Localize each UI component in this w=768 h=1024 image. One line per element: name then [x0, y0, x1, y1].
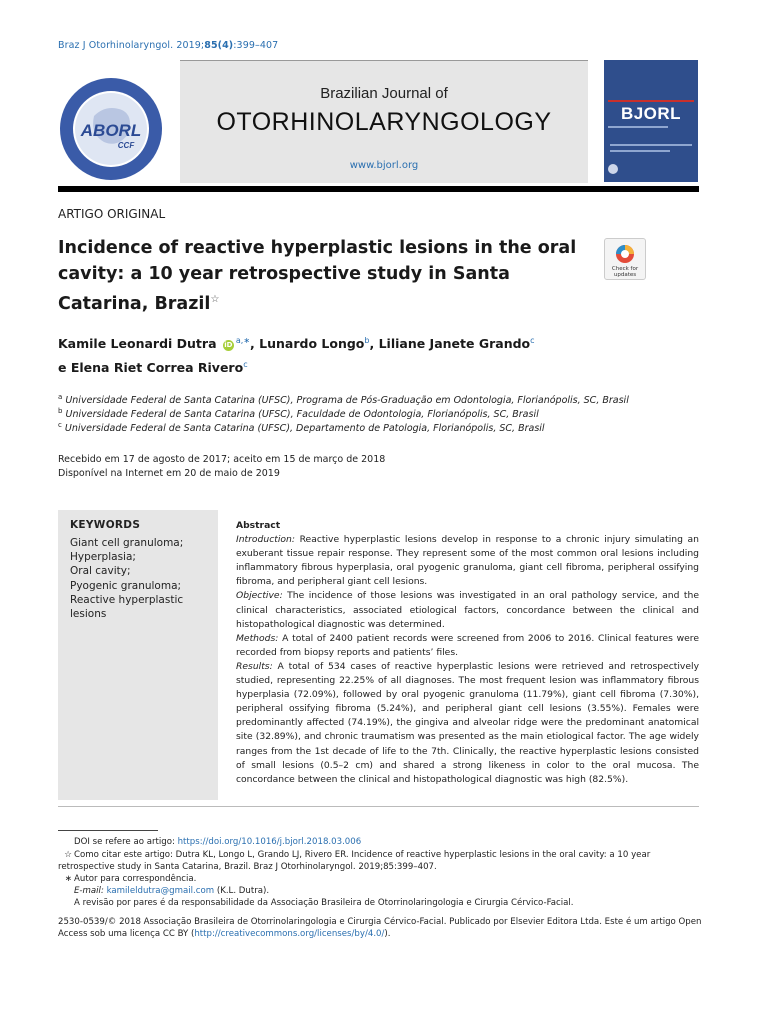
cover-text-line	[610, 150, 670, 152]
keyword-item: Giant cell granuloma;	[70, 537, 184, 549]
email-link[interactable]: kamileldutra@gmail.com	[106, 886, 215, 896]
cover-title: BJORL	[620, 104, 682, 123]
abstract-methods: Methods: A total of 2400 patient records were screened from 2006 to 2016. Clinical features were recorded from biopsy reports and patients’ files.	[236, 632, 700, 658]
affiliation-a: $^a$ Universidade Federal de Santa Catarina (UFSC), Programa de Pós-Graduação em Odontologia, Florianópolis, SC, Brasil	[58, 393, 629, 407]
aborl-logo-graphic	[56, 76, 166, 182]
header-divider	[58, 186, 699, 192]
abstract-introduction: Introduction: Reactive hyperplastic lesions develop in response to a chronic injury simulating an exuberant tissue repair response. They represent some of the most common oral lesions including inflammatory fibrous hyperplasia, oral pyogenic granuloma, giant cell fibroma, peripheral ossifying fibroma, and peripheral giant cell lesions.	[236, 534, 699, 588]
journal-name-large: OTORHINOLARYNGOLOGY	[216, 108, 552, 136]
author-affiliation-mark[interactable]: a,∗	[235, 336, 251, 345]
abstract-objective: Objective: The incidence of those lesions was investigated in an oral pathology service, and the clinical characteristics, associated etiological factors, concordance between the clinical and histopathological diagnostic was determined.	[236, 590, 699, 630]
keyword-item: Hyperplasia;	[70, 551, 136, 564]
correspondence-footnote: ∗ Autor para correspondência.	[64, 874, 197, 884]
author-name[interactable]: Lunardo Longo	[259, 336, 365, 352]
journal-cover-thumbnail	[604, 60, 698, 182]
orcid-icon[interactable]: iD	[224, 341, 233, 350]
keyword-item: Pyogenic granuloma;	[70, 579, 182, 592]
logo-sub-text: CCF	[117, 141, 135, 150]
article-type: ARTIGO ORIGINAL	[58, 207, 166, 221]
cover-text-line	[610, 144, 692, 146]
cover-emblem-icon	[608, 164, 618, 174]
author-affiliation-mark[interactable]: c	[530, 336, 535, 345]
author-name[interactable]: Liliane Janete Grando	[378, 336, 531, 352]
affiliation-b: $^b$ Universidade Federal de Santa Catarina (UFSC), Faculdade de Odontologia, Florianópolis, SC, Brasil	[58, 407, 539, 421]
online-date: Disponível na Internet em 20 de maio de 2019	[58, 468, 280, 479]
abstract-results: Results: A total of 534 cases of reactive hyperplastic lesions were retrieved and retrospectively studied, representing 22.25% of all diagnoses. The most frequent lesion was inflammatory fibrous hyperplasia (72.09%), followed by oral pyogenic granuloma (11.79%), giant cell fibroma (7.30%), peripheral ossifying fibroma (5.24%), and peripheral giant cell lesions (3.55%). Females were predominantly affected (74.19%), the gingiva and alveolar ridge were the predominant anatomical site (32.89%), and chronic traumatism was presented as the main etiological factor. The age widely ranges from the 1st decade of life to the 7th. Clinically, the reactive hyperplastic lesions consisted of small lesions (0.5–2 cm) and shared a strong likeness in color to the oral mucosa. The concordance between the clinical and histopathological diagnostic was high (82.5%).	[236, 660, 700, 785]
email-footnote: E-mail: kamileldutra@gmail.com (K.L. Dutra).	[74, 886, 270, 896]
footnote-divider	[58, 830, 158, 831]
license-note: 2530-0539/© 2018 Associação Brasileira de Otorrinolaringologia e Cirurgia Cérvico-Facial. Publicado por Elsevier Editora Ltda. Este é um artigo Open Access sob uma licença CC BY (http://creativecommons.org/licenses/by/4.0/).	[58, 917, 702, 939]
article-title: Incidence of reactive hyperplastic lesions in the oral cavity: a 10 year retrospective study in Santa Catarina, Brazil☆	[58, 238, 577, 314]
aborl-logo	[56, 76, 166, 182]
keyword-item: Oral cavity;	[70, 565, 131, 578]
author-name[interactable]: Kamile Leonardi Dutra	[58, 336, 217, 352]
abstract-heading: Abstract	[236, 520, 281, 531]
author-name[interactable]: e Elena Riet Correa Rivero	[58, 360, 244, 376]
citation-footnote: ☆ Como citar este artigo: Dutra KL, Longo L, Grando LJ, Rivero ER. Incidence of reactive hyperplastic lesions in the oral cavity: a 10 year retrospective study in Santa Catarina, Brazil. Braz J Otorhinolaryngol. 2019;85:399–407.	[58, 850, 651, 872]
abstract-body	[236, 519, 699, 787]
journal-url-link[interactable]: www.bjorl.org	[349, 160, 419, 171]
journal-citation[interactable]: Braz J Otorhinolaryngol. 2019;85(4):399–407	[58, 40, 279, 51]
keyword-item: Reactive hyperplastic	[70, 593, 184, 606]
license-link[interactable]: http://creativecommons.org/licenses/by/4.0/	[194, 929, 385, 939]
doi-footnote: DOI se refere ao artigo: https://doi.org/10.1016/j.bjorl.2018.03.006	[74, 837, 362, 847]
peer-review-note: A revisão por pares é da responsabilidade da Associação Brasileira de Otorrinolaringologia e Cirurgia Cérvico-Facial.	[74, 898, 574, 908]
cover-accent-line	[608, 100, 694, 102]
author-affiliation-mark[interactable]: b	[364, 336, 370, 345]
check-for-updates-badge[interactable]	[604, 238, 646, 280]
author-list: Kamile Leonardi Dutra $iD^{a,∗}$, Lunardo Longo$^b$, Liliane Janete Grando$^c$ e Elena Riet Correa Rivero$^c$	[58, 336, 535, 376]
keywords-heading: KEYWORDS	[70, 519, 141, 531]
title-footnote-mark[interactable]: ☆	[210, 294, 220, 305]
journal-name-small: Brazilian Journal of	[320, 85, 448, 102]
keyword-item: lesions	[70, 608, 107, 621]
crossmark-label: Check for updates	[611, 266, 639, 278]
logo-main-text: ABORL	[80, 121, 142, 140]
doi-link[interactable]: https://doi.org/10.1016/j.bjorl.2018.03.006	[177, 837, 362, 847]
received-date: Recebido em 17 de agosto de 2017; aceito em 15 de março de 2018	[58, 454, 386, 465]
author-affiliation-mark[interactable]: c	[243, 360, 248, 370]
keywords-list	[70, 536, 215, 621]
affiliation-c: $^c$ Universidade Federal de Santa Catarina (UFSC), Departamento de Patologia, Florianópolis, SC, Brasil	[58, 421, 545, 435]
cover-text-line	[608, 126, 668, 128]
abstract-divider	[58, 806, 699, 807]
